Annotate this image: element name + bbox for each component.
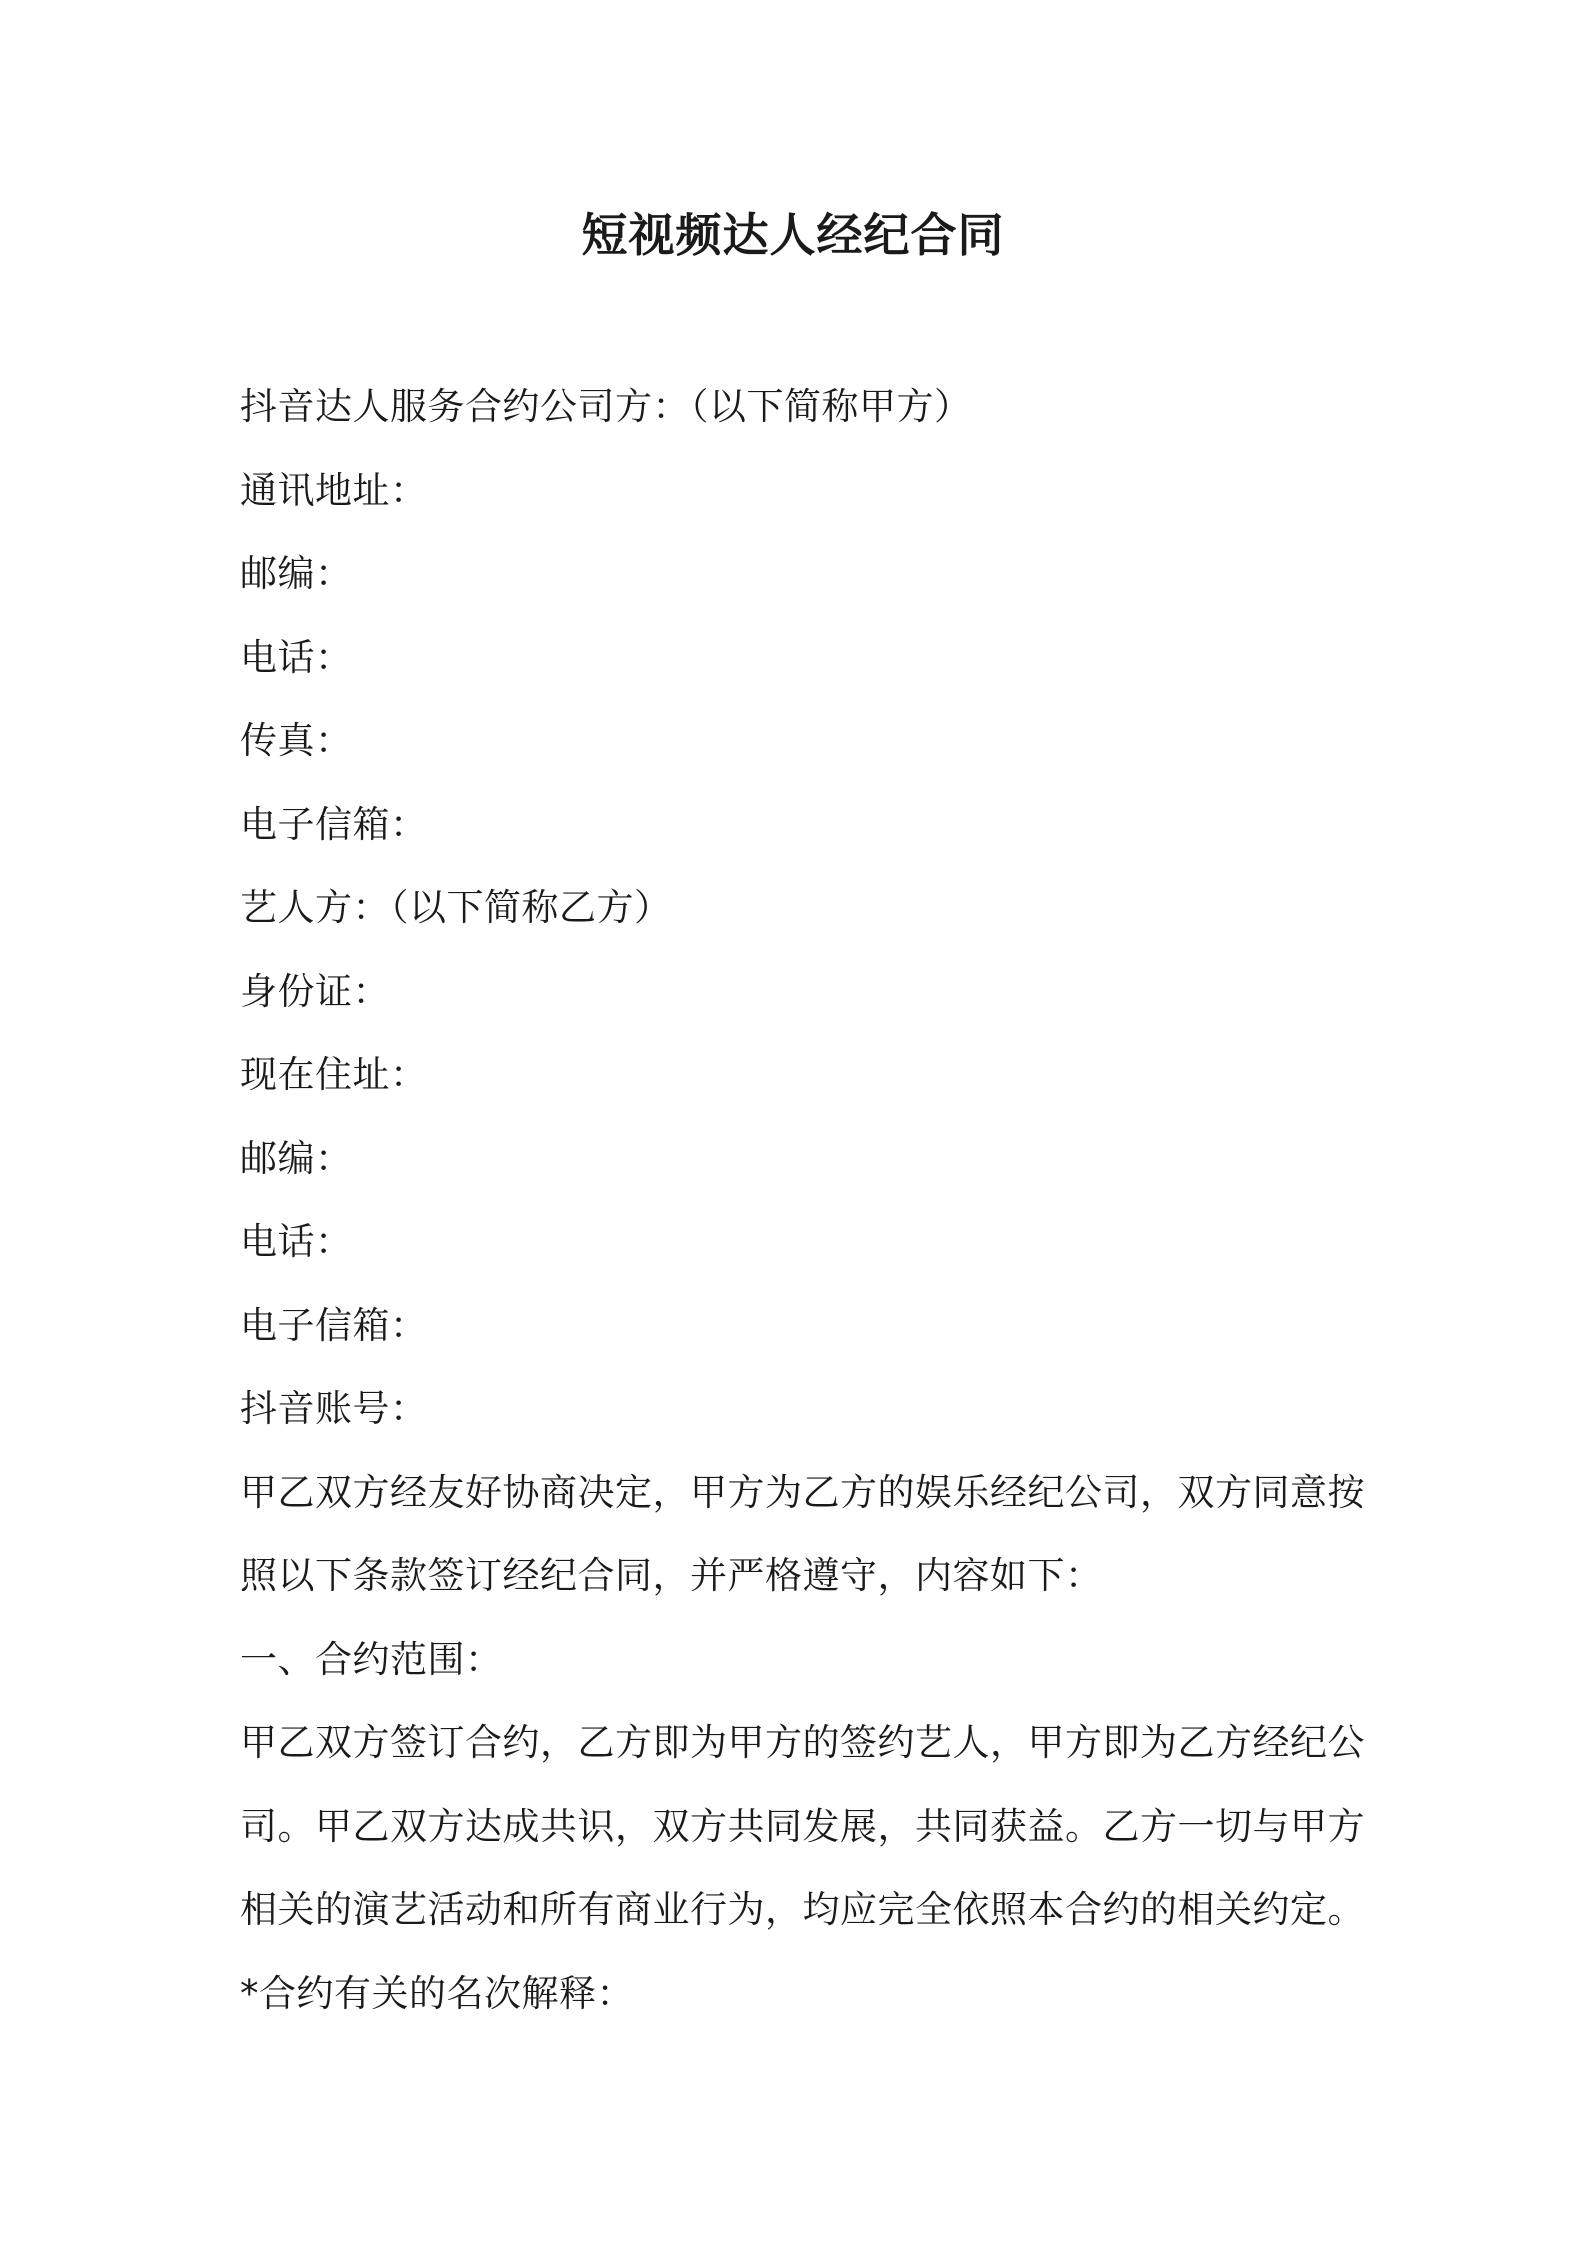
party-b-address-line: 现在住址： <box>240 1053 428 1096</box>
terms-definition-heading: *合约有关的名次解释： <box>240 1971 634 2015</box>
party-a-email-line: 电子信箱： <box>240 802 428 846</box>
party-b-id-line: 身份证： <box>240 969 390 1013</box>
party-a-postcode-line: 邮编： <box>240 552 353 595</box>
scope-paragraph-line-3: 相关的演艺活动和所有商业行为，均应完全依照本合约的相关约定。 <box>240 1888 1365 1931</box>
party-b-email-line: 电子信箱： <box>240 1303 428 1347</box>
party-b-postcode-line: 邮编： <box>240 1136 353 1180</box>
party-a-name-line: 抖音达人服务合约公司方：（以下简称甲方） <box>240 385 972 428</box>
document-title: 短视频达人经纪合同 <box>581 208 1005 262</box>
scope-paragraph-line-2: 司。甲乙双方达成共识，双方共同发展，共同获益。乙方一切与甲方 <box>240 1804 1365 1848</box>
party-a-address-line: 通讯地址： <box>240 468 428 512</box>
intro-paragraph-line-2: 照以下条款签订经纪合同，并严格遵守，内容如下： <box>240 1554 1103 1597</box>
party-b-douyin-account-line: 抖音账号： <box>240 1387 428 1430</box>
party-b-name-line: 艺人方：（以下简称乙方） <box>240 886 672 929</box>
party-a-phone-line: 电话： <box>240 635 353 679</box>
document-body <box>240 365 1365 2035</box>
intro-paragraph-line-1: 甲乙双方经友好协商决定，甲方为乙方的娱乐经纪公司，双方同意按 <box>240 1470 1365 1514</box>
party-a-fax-line: 传真： <box>240 719 353 762</box>
party-b-phone-line: 电话： <box>240 1220 353 1263</box>
section-heading-scope: 一、合约范围： <box>240 1637 503 1681</box>
scope-paragraph-line-1: 甲乙双方签订合约，乙方即为甲方的签约艺人，甲方即为乙方经纪公 <box>240 1721 1365 1764</box>
